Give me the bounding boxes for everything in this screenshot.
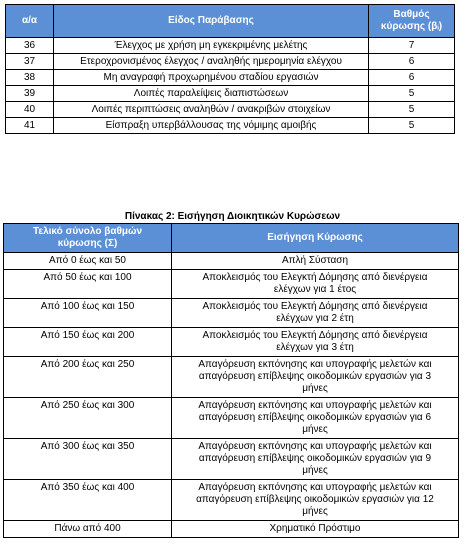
recommendation-line: μήνες bbox=[302, 506, 328, 517]
recommendation-line: μήνες bbox=[302, 383, 328, 394]
cell-recommendation bbox=[172, 253, 459, 270]
recommendation-line: απαγόρευση επίβλεψης οικοδομικών εργασιών για 3 bbox=[198, 371, 432, 382]
cell-recommendation bbox=[172, 480, 459, 521]
cell-range: Πάνω από 400 bbox=[4, 521, 172, 538]
recommendation-line: ελέγχων για 1 έτος bbox=[273, 284, 357, 295]
table2-caption: Πίνακας 2: Εισήγηση Διοικητικών Κυρώσεων bbox=[124, 211, 341, 222]
cell-recommendation bbox=[172, 357, 459, 398]
recommendation-line: Απαγόρευση εκπόνησης και υπογραφής μελετών και bbox=[198, 400, 432, 411]
table-row bbox=[4, 480, 459, 521]
cell-recommendation bbox=[172, 299, 459, 328]
cell-violation: Ετεροχρονισμένος έλεγχος / αναληθής ημερομηνία ελέγχου bbox=[54, 54, 369, 70]
cell-violation: Λοιπές περιπτώσεις αναληθών / ανακριβών στοιχείων bbox=[54, 102, 369, 118]
table-row bbox=[6, 86, 455, 102]
table-row bbox=[4, 328, 459, 357]
cell-range: Από 0 έως και 50 bbox=[4, 253, 172, 270]
recommendation-line: Αποκλεισμός του Ελεγκτή Δόμησης από διενέργεια bbox=[202, 272, 428, 283]
cell-recommendation bbox=[172, 521, 459, 538]
header-recommendation: Εισήγηση Κύρωσης bbox=[172, 224, 459, 253]
table-row bbox=[4, 299, 459, 328]
table-row bbox=[4, 357, 459, 398]
recommendation-line: Απλή Σύσταση bbox=[281, 255, 349, 266]
sanctions-header-row bbox=[4, 224, 459, 253]
cell-violation: Μη αναγραφή προχωρημένου σταδίου εργασιών bbox=[54, 70, 369, 86]
recommendation-line: μήνες bbox=[302, 465, 328, 476]
cell-range: Από 250 έως και 300 bbox=[4, 398, 172, 439]
recommendation-line: απαγόρευση επίβλεψης οικοδομικών εργασιών για 9 bbox=[198, 453, 432, 464]
cell-no: 36 bbox=[6, 38, 54, 54]
cell-score: 5 bbox=[369, 86, 455, 102]
header-range-line1: Τελικό σύνολο βαθμών bbox=[32, 226, 143, 237]
recommendation-line: Χρηματικό Πρόστιμο bbox=[269, 523, 361, 534]
cell-recommendation bbox=[172, 270, 459, 299]
cell-range: Από 350 έως και 400 bbox=[4, 480, 172, 521]
recommendation-line: Απαγόρευση εκπόνησης και υπογραφής μελετών και bbox=[198, 359, 432, 370]
cell-recommendation bbox=[172, 439, 459, 480]
cell-violation: Λοιπές παραλείψεις διαπιστώσεων bbox=[54, 86, 369, 102]
violations-header-row bbox=[6, 5, 455, 38]
header-range-line2: κύρωσης (Σ) bbox=[57, 238, 118, 249]
header-no: α/α bbox=[6, 5, 54, 38]
cell-range: Από 100 έως και 150 bbox=[4, 299, 172, 328]
recommendation-line: Αποκλεισμός του Ελεγκτή Δόμησης από διενέργεια bbox=[202, 330, 428, 341]
cell-range: Από 50 έως και 100 bbox=[4, 270, 172, 299]
violations-table bbox=[5, 4, 455, 134]
sanctions-table bbox=[3, 223, 459, 538]
recommendation-line: μήνες bbox=[302, 424, 328, 435]
recommendation-line: απαγόρευση επίβλεψης οικοδομικών εργασιών για 6 bbox=[198, 412, 432, 423]
cell-recommendation bbox=[172, 398, 459, 439]
header-score bbox=[369, 5, 455, 38]
recommendation-line: Απαγόρευση εκπόνησης και υπογραφής μελετών και bbox=[198, 441, 432, 452]
table-row bbox=[4, 398, 459, 439]
cell-score: 6 bbox=[369, 54, 455, 70]
cell-no: 41 bbox=[6, 118, 54, 134]
recommendation-line: ελέγχων για 3 έτη bbox=[276, 342, 354, 353]
cell-score: 6 bbox=[369, 70, 455, 86]
table-row bbox=[4, 253, 459, 270]
cell-score: 5 bbox=[369, 102, 455, 118]
table-row bbox=[6, 54, 455, 70]
cell-score: 7 bbox=[369, 38, 455, 54]
cell-violation: Έλεγχος με χρήση μη εγκεκριμένης μελέτης bbox=[54, 38, 369, 54]
table-row bbox=[4, 439, 459, 480]
cell-no: 37 bbox=[6, 54, 54, 70]
cell-violation: Είσπραξη υπερβάλλουσας της νόμιμης αμοιβής bbox=[54, 118, 369, 134]
cell-score: 5 bbox=[369, 118, 455, 134]
header-score-line2: κύρωσης (βᵢ) bbox=[380, 21, 443, 32]
table-row bbox=[4, 270, 459, 299]
table-row bbox=[6, 118, 455, 134]
table-row bbox=[6, 38, 455, 54]
cell-no: 39 bbox=[6, 86, 54, 102]
cell-no: 40 bbox=[6, 102, 54, 118]
cell-recommendation bbox=[172, 328, 459, 357]
cell-range: Από 200 έως και 250 bbox=[4, 357, 172, 398]
header-violation: Είδος Παράβασης bbox=[54, 5, 369, 38]
cell-range: Από 150 έως και 200 bbox=[4, 328, 172, 357]
cell-range: Από 300 έως και 350 bbox=[4, 439, 172, 480]
recommendation-line: απαγόρευση επίβλεψης οικοδομικών εργασιών για 12 bbox=[196, 494, 434, 505]
cell-no: 38 bbox=[6, 70, 54, 86]
table-row bbox=[4, 521, 459, 538]
table-row bbox=[6, 70, 455, 86]
recommendation-line: Απαγόρευση εκπόνησης και υπογραφής μελετών και bbox=[198, 482, 432, 493]
header-range bbox=[4, 224, 172, 253]
recommendation-line: ελέγχων για 2 έτη bbox=[276, 313, 354, 324]
recommendation-line: Αποκλεισμός του Ελεγκτή Δόμησης από διενέργεια bbox=[202, 301, 428, 312]
table-row bbox=[6, 102, 455, 118]
header-score-line1: Βαθμός bbox=[393, 9, 430, 20]
